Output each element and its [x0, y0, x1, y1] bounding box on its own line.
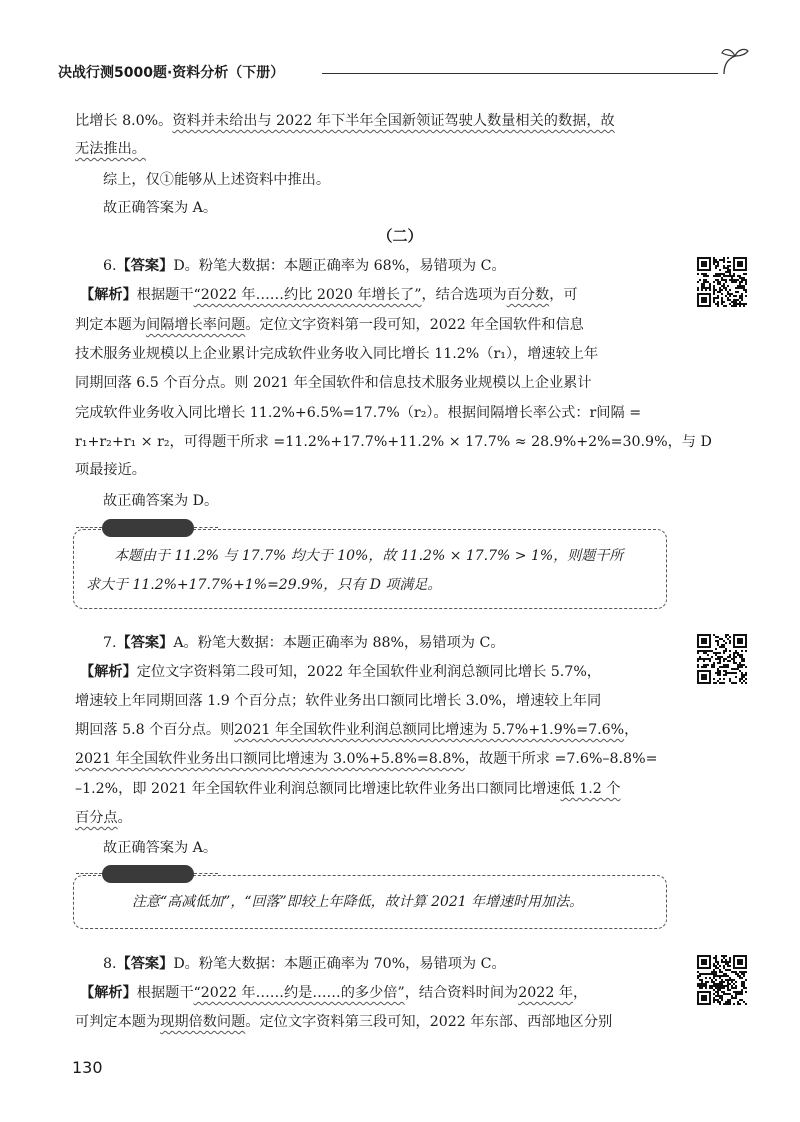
q6-conclusion: 故正确答案为 D。	[103, 493, 219, 509]
q7-analysis-line-5: –1.2%，即 2021 年全国软件业利润总额同比增速比软件业务出口额同比增速低 1.2 个	[75, 781, 621, 797]
q6-answer-line: 6.【答案】D。粉笔大数据：本题正确率为 68%，易错项为 C。	[103, 258, 506, 274]
q8-answer-line: 8.【答案】D。粉笔大数据：本题正确率为 70%，易错项为 C。	[103, 956, 506, 972]
q7-tip-line-1: 注意“高减低加”，“回落”即较上年降低，故计算 2021 年增速时用加法。	[132, 894, 584, 910]
q7-conclusion: 故正确答案为 A。	[103, 840, 218, 856]
q6-analysis-line-3: 技术服务业规模以上企业累计完成软件业务收入同比增长 11.2%（r₁），增速较上年	[75, 346, 599, 362]
qr-code-q7[interactable]	[697, 634, 747, 684]
qr-code-q6[interactable]	[697, 257, 747, 307]
q7-analysis-line-4: 2021 年全国软件业务出口额同比增速为 3.0%+5.8%=8.8%，故题干所求 =7.6%–8.8%=	[75, 751, 658, 767]
q7-analysis-line-1: 【解析】定位文字资料第二段可知，2022 年全国软件业利润总额同比增长 5.7%，	[80, 664, 601, 680]
header-rule	[322, 73, 718, 74]
q6-analysis-line-5: 完成软件业务收入同比增长 11.2%+6.5%=17.7%（r₂）。根据间隔增长率公式：r间隔 =	[75, 405, 642, 421]
q8-analysis-line-2: 可判定本题为现期倍数问题。定位文字资料第三段可知，2022 年东部、西部地区分别	[75, 1014, 613, 1030]
section-title: （二）	[377, 227, 423, 245]
intro-line-2: 无法推出。	[75, 141, 146, 157]
intro-summary: 综上，仅①能够从上述资料中推出。	[103, 172, 331, 188]
q7-analysis-line-3: 期回落 5.8 个百分点。则2021 年全国软件业利润总额同比增速为 5.7%+1.9%=7.6%，	[75, 722, 639, 738]
intro-conclusion: 故正确答案为 A。	[103, 200, 218, 216]
intro-line-1: 比增长 8.0%。资料并未给出与 2022 年下半年全国新领证驾驶人数量相关的数据，故	[75, 113, 615, 129]
q6-analysis-line-6: r₁+r₂+r₁ × r₂，可得题干所求 =11.2%+17.7%+11.2% × 17.7% ≈ 28.9%+2%=30.9%，与 D	[75, 434, 712, 450]
tip-label-badge	[102, 865, 194, 883]
running-header-title: 决战行测5000题·资料分析（下册）	[58, 65, 285, 81]
q6-analysis-line-2: 判定本题为间隔增长率问题。定位文字资料第一段可知，2022 年全国软件和信息	[75, 317, 584, 333]
q7-answer-line: 7.【答案】A。粉笔大数据：本题正确率为 88%，易错项为 C。	[103, 635, 505, 651]
q6-analysis-line-1: 【解析】根据题干“2022 年……约比 2020 年增长了”，结合选项为百分数，可	[80, 287, 578, 303]
q6-tip-line-2: 求大于 11.2%+17.7%+1%=29.9%，只有 D 项满足。	[86, 577, 442, 593]
sprout-icon	[718, 44, 752, 78]
q6-tip-line-1: 本题由于 11.2% 与 17.7% 均大于 10%，故 11.2% × 17.7% > 1%，则题干所	[114, 548, 624, 564]
q7-analysis-line-2: 增速较上年同期回落 1.9 个百分点；软件业务出口额同比增长 3.0%，增速较上年同	[75, 693, 602, 709]
q8-analysis-line-1: 【解析】根据题干“2022 年……约是……的多少倍”，结合资料时间为2022 年，	[80, 985, 588, 1001]
page-number: 130	[72, 1058, 103, 1077]
tip-label-badge	[102, 519, 194, 537]
qr-code-q8[interactable]	[697, 955, 747, 1005]
q7-analysis-line-6: 百分点。	[75, 810, 132, 826]
q6-tip-box	[73, 529, 667, 609]
q7-tip-box	[73, 875, 667, 929]
q6-analysis-line-7: 项最接近。	[75, 462, 146, 478]
q6-analysis-line-4: 同期回落 6.5 个百分点。则 2021 年全国软件和信息技术服务业规模以上企业累计	[75, 375, 592, 391]
